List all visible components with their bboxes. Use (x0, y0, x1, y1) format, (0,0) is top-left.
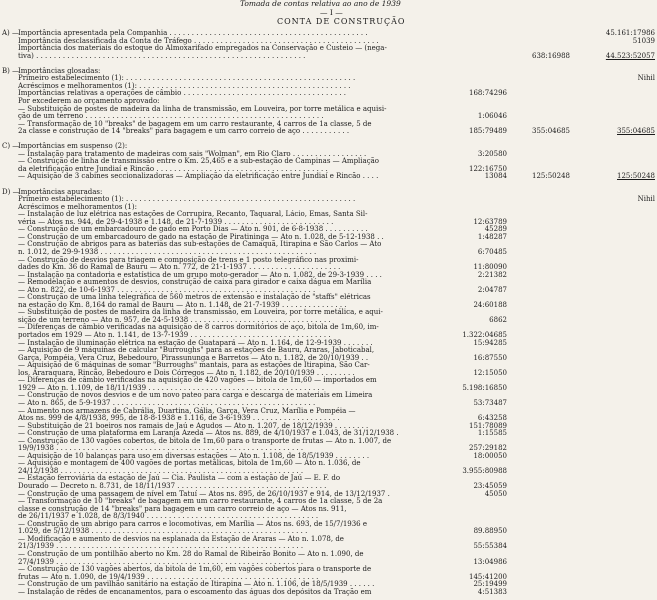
amount-c1: 4:51383 (477, 587, 507, 596)
line-text: Importância dos materiais do estoque do Almoxarifado empregados na Conservação e Custeio — (nega- (18, 44, 387, 53)
line-text: — Construção de uma linha telegráfica de 560 metros de extensão e instalação de "staffs" elétricas (18, 293, 371, 302)
amount-c1: 16:87550 (473, 353, 507, 362)
section-marker: C) — (2, 142, 20, 151)
line-text: Acréscimos e melhoramentos (1): . . . . . . . . . . . . . . . . . . . . . . . . . . . . . . . . . . . . . . . . . . . . . . . . (18, 81, 351, 90)
line-text: Importâncias em suspenso (2): (18, 142, 128, 151)
amount-c1: 15:94285 (473, 338, 507, 347)
line-text: — Substituição de postes de madeira da linha de transmissão, em Louveira, por torre metálica, e aqui- (18, 308, 383, 317)
line-text: — Construção de desvios para triagem e composição de trens e 1 posto telegráfico nas proximi- (18, 255, 359, 264)
line-text: — Ato n. 865, de 5-9-1937 . . . . . . . . . . . . . . . . . . . . . . . . . . . . . . . . . . . . . . . . . . . . . . (18, 398, 316, 407)
line-text: Importâncias glosadas: (18, 66, 101, 75)
amount-c1: 45289 (484, 225, 507, 234)
line-text: — Estação ferroviária da estação de Jaú — Cia. Paulista — com a estação de Jaú — E. F. do (18, 474, 341, 483)
line-text: — Instalação para tratamento de madeiras com sais "Wolman", em Rio Claro . . . . . . . . . . . . . . . . . (18, 149, 367, 158)
line-text: Importâncias relativas a operações de câmbio . . . . . . . . . . . . . . . . . . . . . . . . . . . . . . . . . . . . . (18, 89, 347, 98)
amount-c1: 2:04787 (477, 285, 507, 294)
amount-c1: 12:15050 (473, 368, 507, 377)
amount-c1: 1:06046 (477, 112, 507, 121)
amount-c3: 45.161:17986 (605, 29, 655, 37)
line-text: — Aquisição de 9 máquinas de calcular "Burroughs" para as estações de Bauru, Araras, Jaboticabal, (18, 346, 375, 355)
amount-c1: 3.955:80988 (462, 466, 507, 475)
line-text: 21/3/1939 . . . . . . . . . . . . . . . . . . . . . . . . . . . . . . . . . . . . . . . . . . . . . . . . . . . . . . . . (18, 542, 304, 551)
amount-c2: 638:16988 (532, 51, 570, 60)
line-text: — Construção de 130 vagões cobertos, de bitola de 1m,60 para o transporte de frutas — Ato n. 1.007, de (18, 436, 392, 445)
line-text: Acréscimos e melhoramentos (1): (18, 202, 137, 211)
line-text: Primeiro estabelecimento (1): . . . . . . . . . . . . . . . . . . . . . . . . . . . . . . . . . . . . . . . . . . . . . . . . . . . . (18, 195, 356, 204)
line-text: 19/9/1938 . . . . . . . . . . . . . . . . . . . . . . . . . . . . . . . . . . . . . . . . . . . . . . . . . . . . . . . . (18, 444, 304, 453)
line-text: — Substituição de postes de madeira da linha de transmissão, em Louveira, por torre metálica e aquisi- (18, 104, 387, 113)
amount-c1: 55:55384 (473, 542, 507, 551)
line-text: — Aquisição de 10 balanças para uso em diversas estações — Ato n. 1.108, de 18/5/1939 . . . . . . . . (18, 451, 370, 460)
line-text: sição de um terreno — Ato n. 957, de 24-5-1938 . . . . . . . . . . . . . . . . . . . . . . . . . . . . . . . . (18, 315, 331, 324)
amount-c1: 13:04986 (473, 557, 507, 566)
line-text: — Transformação de 10 "breaks" de bagagem em um carro restaurante, 4 carros de 1a classe, 5 de (18, 119, 372, 128)
line-text: — Ato n. 822, de 10-6-1937 . . . . . . . . . . . . . . . . . . . . . . . . . . . . . . . . . . . . . . . . . . . . . (18, 285, 316, 294)
ledger-line (0, 588, 657, 596)
line-text: — Construção de um abrigo para carros e locomotivas, em Marília — Atos ns. 693, de 15/7/1936 e (18, 519, 368, 528)
line-text: — Aquisição de 6 máquinas de somar "Burroughs" mantais, para as estações de Itirapina, São Car- (18, 361, 370, 370)
line-text: Por excederem ao orçamento aprovado: (18, 96, 160, 105)
line-text: — Construção de um pavilhão sanitário na estação de Itirapina — Ato n. 1.106, de 18/5/1939 . . . . . . (18, 580, 375, 589)
line-text: 2a classe e construção de 14 "breaks" para bagagem e um carro correio de aço . . . . . . . . . . . (18, 127, 350, 136)
line-text: — Construção de abrigos para as baterias das sub-estações de Camaquã, Itirapina e São Carlos — Ato (18, 240, 382, 249)
line-text: — Remodelação e aumentos de desvios, construção de caixa para girador e caixa dágua em Marília (18, 278, 372, 287)
line-text: — Transformação de 10 "breaks" de bagagem em um carro restaurante, 4 carros de 1a classe, 5 de 2a (18, 497, 383, 506)
amount-c3: 51039 (632, 36, 655, 45)
line-text: — Construção de um embarcadouro de gado em Porto Dias — Ato n. 901, de 6-8-1938 . . . . . . . . . . (18, 225, 368, 234)
line-text: — Aumento nos armazens de Cabrália, Duartina, Gália, Garça, Vera Cruz, Marília e Pompéia — (18, 406, 356, 415)
line-text: portados em 1929 — Ato n. 1.141, de 13-7-1939 . . . . . . . . . . . . . . . . . . . . . . . . . . . . . . . . (18, 331, 331, 339)
amount-c1: 1:48287 (477, 232, 507, 241)
amount-c1: 1:15585 (477, 429, 507, 438)
section-marker: A) — (2, 29, 20, 37)
page-heading: CONTA DE CONSTRUÇÃO (277, 17, 406, 26)
line-text: — Construção de linha de transmissão entre o Km. 25,465 e a sub-estação de Campinas — Ampliação (18, 157, 380, 166)
section-marker: D) — (2, 187, 20, 196)
line-text: — Substituição de 21 boeiros nos ramais de Jaú e Agudos — Ato n. 1.207, de 18/12/1939 . . . . . . . . (18, 421, 369, 430)
line-text: — Construção de um embarcadouro de gado na estação de Piratininga — Ato n. 1.028, de 5-12-1938 . . (18, 232, 384, 241)
line-text: Primeiro estabelecimento (1): . . . . . . . . . . . . . . . . . . . . . . . . . . . . . . . . . . . . . . . . . . . . . . . . . . . . (18, 74, 356, 83)
line-text: tiva) . . . . . . . . . . . . . . . . . . . . . . . . . . . . . . . . . . . . . . . . . . . . . . . . . . . . . . . . . . . . . (18, 51, 306, 60)
amount-c3: Nihil (637, 74, 655, 83)
line-text: frutas — Ato n. 1.090, de 19/4/1939 . . . . . . . . . . . . . . . . . . . . . . . . . . . . . . . . . . . . . . . (18, 572, 319, 581)
amount-c1: 151:78089 (469, 421, 507, 430)
amount-c1: 11:80090 (473, 263, 507, 272)
amount-c1: 145:41200 (469, 572, 507, 581)
amount-c3: Nihil (637, 195, 655, 204)
line-text: — Instalação na contadoria e estatística de um grupo moto-gerador — Ato n. 1.082, de 29-3-1939 . . . . (18, 270, 382, 279)
amount-c1: 3:20580 (477, 149, 507, 158)
amount-c1: 168:74296 (469, 89, 507, 98)
line-text: — Diferenças de câmbio verificadas na aquisição de 8 carros dormitórios de aço, bitola de 1m,60, im- (18, 323, 379, 332)
line-text: n. 1.012, de 29-9-1938 . . . . . . . . . . . . . . . . . . . . . . . . . . . . . . . . . . . . . . . . . . . . . . . . . (18, 247, 317, 256)
line-text: 24/12/1938 . . . . . . . . . . . . . . . . . . . . . . . . . . . . . . . . . . . . . . . . . . . . . . . . . . . . . . . (18, 466, 304, 475)
amount-c3: 355:04685 (617, 127, 655, 136)
line-text: — Instalação de iluminação elétrica na estação de Guatapará — Ato n. 1.164, de 12-9-1939 . . . . . . . (18, 338, 373, 347)
line-text: 1929 — Ato n. 1.109, de 18/11/1939 . . . . . . . . . . . . . . . . . . . . . . . . . . . . . . . . . . . . . . . . (18, 383, 325, 392)
amount-c1: 53:73487 (473, 398, 507, 407)
amount-c1: 24:60188 (473, 300, 507, 309)
line-text: — Instalação de rêdes de encanamentos, para o escoamento das águas dos depósitos da Tração em (18, 587, 372, 596)
amount-c1: 12:63789 (473, 217, 507, 226)
amount-c1: 6:43258 (477, 414, 507, 423)
line-text: Garça, Pompéia, Vera Cruz, Bebedouro, Pirassununga e Barretos — Ato n. 1.182, de 20/10/1939 . . (18, 353, 369, 362)
section-number: — I — (320, 8, 343, 17)
amount-c1: 257:29182 (469, 444, 507, 453)
line-text: — Construção de 130 vagões abertos, da bitola de 1m,60, em vagões cobertos para o transporte de (18, 565, 372, 574)
amount-c1: 5.198:16850 (462, 383, 507, 392)
amount-c2: 355:04685 (532, 127, 570, 136)
amount-c1: 1.322:04685 (462, 331, 507, 339)
line-text: Atos ns. 999 de 4/8/1938, 995, de 18-8-1938 e 1.116, de 3-6-1939 . . . . . . . . . . . . . . . . . . . . (18, 414, 340, 423)
line-text: — Modificação e aumento de desvios na esplanada da Estação de Araras — Ato n. 1.078, de (18, 534, 344, 543)
amount-c1: 6:70485 (477, 247, 507, 256)
line-text: Dourado — Decreto n. 8.731, de 18/11/1937 . . . . . . . . . . . . . . . . . . . . . . . . . . . . . . . . . . (18, 482, 327, 490)
amount-c1: 13084 (484, 172, 507, 181)
line-text: classe e construção de 14 "breaks" para bagagem e um carro correio de aço — Atos ns. 911, (18, 504, 347, 513)
amount-c2: 125:50248 (532, 172, 570, 181)
line-text: 27/4/1939 . . . . . . . . . . . . . . . . . . . . . . . . . . . . . . . . . . . . . . . . . . . . . . . . . . . . . . . . (18, 557, 304, 566)
amount-c1: 23:45059 (473, 482, 507, 490)
line-text: da eletrificação entre Jundiaí e Rincão . . . . . . . . . . . . . . . . . . . . . . . . . . . . . . . . . . . . . . . (18, 164, 328, 173)
line-text: — Construção de uma plataforma em Laranja Azeda — Atos ns. 889, de 4/10/1937 e 1.043, de 31/12/1938 . (18, 429, 399, 438)
section-marker: B) — (2, 66, 20, 75)
amount-c1: 6862 (489, 315, 507, 324)
line-text: 1.029, de 5/12/1938 . . . . . . . . . . . . . . . . . . . . . . . . . . . . . . . . . . . . . . . . . . . . . . . . . (18, 527, 308, 536)
amount-c3: 44.523:52057 (605, 51, 655, 60)
line-text: Importâncias apuradas: (18, 187, 103, 196)
document-title: Tomada de contas relativa ao ano de 1939 (240, 0, 401, 8)
line-text: Importância apresentada pela Companhia . . . . . . . . . . . . . . . . . . . . . . . . . . . . . . . . . . . . . . . . . . . . . (18, 29, 368, 37)
amount-c1: 25:19499 (473, 580, 507, 589)
line-text: — Construção de uma passagem de nível em Tatuí — Atos ns. 895, de 26/10/1937 e 914, de 13/12/1937 . (18, 489, 390, 498)
line-text: — Construção de novos desvios e de um novo pateo para carga e descarga de materiais em Limeira (18, 391, 373, 400)
line-text: los, Araraquara, Rincão, Bebedouro e Dois Córregos — Ato n. 1.182, de 20/10/1939 . . . . . . . . . (18, 368, 355, 377)
amount-c1: 18:00050 (473, 451, 507, 460)
line-text: na estação do Km. 8,164 do ramal de Bauru — Ato n. 1.148, de 21-7-1939 . . . . . . . . . . . . . . . (18, 300, 347, 309)
amount-c1: 2:21382 (477, 270, 507, 279)
amount-c1: 89.88950 (473, 527, 507, 536)
line-text: — Aquisição e montagem de 400 vagões de portas metálicas, bitola de 1m,60 — Ato n. 1.036, de (18, 459, 361, 468)
line-text: véria — Atos ns. 944, de 29-4-1938 e 1.148, de 21-7-1939 . . . . . . . . . . . . . . . . . . . . . . . . . (18, 217, 334, 226)
line-text: Importância desclassificada da Conta de Tráfego . . . . . . . . . . . . . . . . . . . . . . . . . . . . . . . . . . . . . . . . . . (18, 36, 379, 45)
line-text: — Instalação de luz elétrica nas estações de Corrupira, Recanto, Taquaral, Lácio, Emas, Santa Sil- (18, 210, 368, 219)
line-text: de 26/11/1937 e 1.028, de 8/3/1940 . . . . . . . . . . . . . . . . . . . . . . . . . . . . . . . . . . . . . . . (18, 512, 319, 521)
line-text: — Construção de um pontilhão aberto no Km. 28 do Ramal de Ribeirão Bonito — Ato n. 1.090, de (18, 549, 364, 558)
amount-c3: 125:50248 (617, 172, 655, 181)
amount-c1: 45050 (484, 489, 507, 498)
line-text: dades do Km. 36 do Ramal de Bauru — Ato n. 772, de 21-1-1937 . . . . . . . . . . . . . . . . . . . . . (18, 263, 341, 272)
amount-c1: 122:16750 (469, 164, 507, 173)
line-text: — Aquisição de 3 cabines seccionalizadoras — Ampliação da eletrificação entre Jundiaí e Rincão . . . . (18, 172, 379, 181)
amount-c1: 185:79489 (469, 127, 507, 136)
line-text: ção de um terreno . . . . . . . . . . . . . . . . . . . . . . . . . . . . . . . . . . . . . . . . . . . . . . . . . . . . . . (18, 112, 324, 121)
line-text: — Diferenças de câmbio verificadas na aquisição de 420 vagões — bitola de 1m,60 — importados em (18, 376, 377, 385)
